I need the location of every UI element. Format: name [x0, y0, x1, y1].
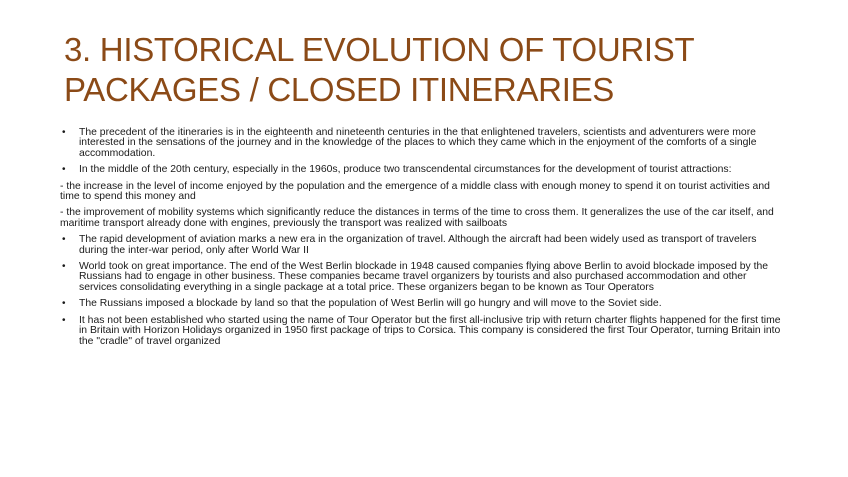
- bullet-icon: •: [62, 298, 66, 310]
- paragraph-text: - the increase in the level of income enjoyed by the population and the emergence of a middle class with enough money to spend it on tourist activities and time to spend this money and: [60, 180, 770, 203]
- list-item-text: It has not been established who started using the name of Tour Operator but the first all-inclusive trip with return charter flights happened for the first time in Britain with Horizon Holidays organized in 1950 first package of trips to Corsica. This company is considered the first Tour Operator, turning Britain into the "cradle" of travel organized: [79, 314, 781, 347]
- list-item: [60, 316, 782, 347]
- slide-body: [60, 128, 782, 353]
- list-item: [60, 165, 782, 175]
- bullet-icon: •: [62, 234, 66, 246]
- list-item-text: World took on great importance. The end of the West Berlin blockade in 1948 caused companies flying above Berlin to avoid blockade imposed by the Russians had to engage in other business. These companies became travel organizers by tourists and also purchased accommodation and other services consolidating everything in a single package at a total price. These organizers began to be known as Tour Operators: [79, 261, 769, 293]
- bullet-icon: •: [62, 127, 66, 138]
- list-item: [60, 235, 782, 256]
- bullet-icon: •: [62, 164, 66, 176]
- list-item: [60, 128, 782, 159]
- paragraph-text: - the improvement of mobility systems which significantly reduce the distances in terms of the time to cross them. It generalizes the use of the car itself, and maritime transport already done with engines, previously the transport was realized with sailboats: [60, 207, 774, 229]
- bullet-icon: •: [62, 314, 66, 326]
- dash-paragraph: [60, 182, 782, 203]
- list-item-text: The rapid development of aviation marks a new era in the organization of travel. Although the aircraft had been widely used as transport of travelers during the inter-war period, only after World War II: [79, 234, 757, 256]
- list-item-text: The Russians imposed a blockade by land so that the population of West Berlin will go hungry and will move to the Soviet side.: [79, 298, 662, 310]
- list-item: [60, 262, 782, 293]
- list-item-text: In the middle of the 20th century, especially in the 1960s, produce two transcendental circumstances for the development of tourist attractions:: [79, 164, 732, 176]
- list-item-text: The precedent of the itineraries is in the eighteenth and nineteenth centuries in the that enlightened travelers, scientists and adventurers were more interested in the sensations of the journey and in the knowledge of the places to which they came which in the enjoyment of the comforts of a single accommodation.: [79, 127, 757, 159]
- dash-paragraph: [60, 208, 782, 229]
- bullet-icon: •: [62, 261, 66, 273]
- list-item: [60, 299, 782, 309]
- slide-title: 3. HISTORICAL EVOLUTION OF TOURIST PACKAGES / CLOSED ITINERARIES: [64, 31, 694, 108]
